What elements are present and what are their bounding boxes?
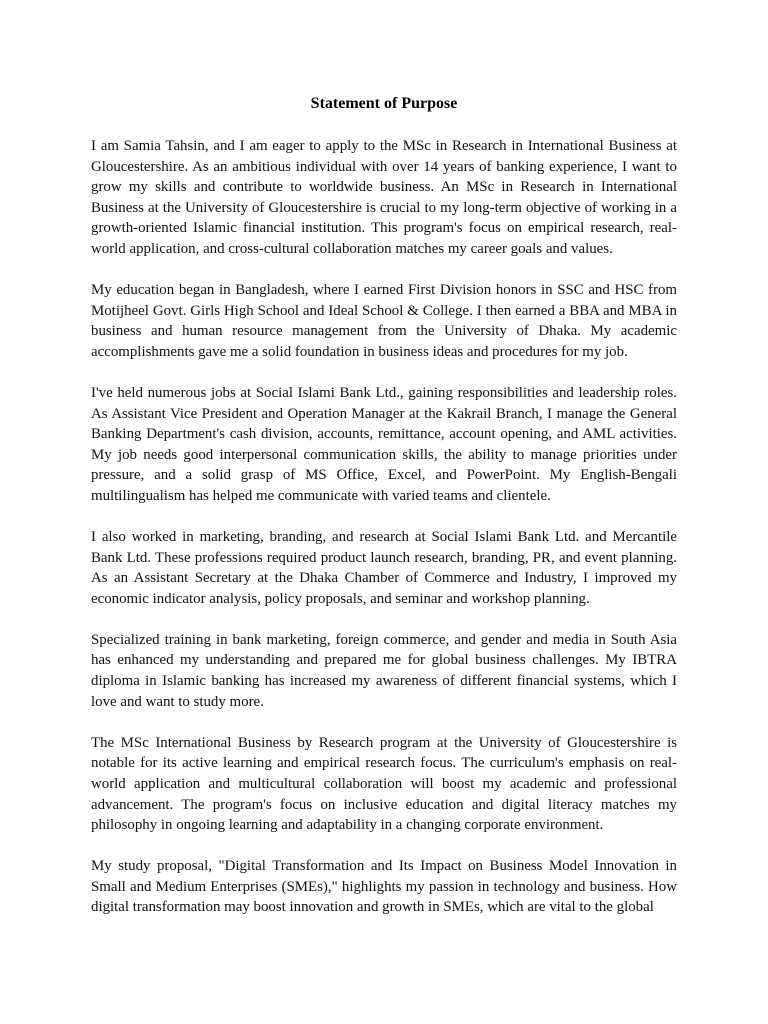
paragraph-banking-experience: I've held numerous jobs at Social Islami Bank Ltd., gaining responsibilities and leadership roles. As Assistant Vice President and Operation Manager at the Kakrail Branch, I manage the General Banking Department's cash division, accounts, remittance, account opening, and AML activities. My job needs good interpersonal communication skills, the ability to manage priorities under pressure, and a solid grasp of MS Office, Excel, and PowerPoint. My English-Bengali multilingualism has helped me communicate with varied teams and clientele. bbox=[91, 384, 677, 504]
paragraph-training: Specialized training in bank marketing, foreign commerce, and gender and media in South Asia has enhanced my understanding and prepared me for global business challenges. My IBTRA diploma in Islamic banking has increased my awareness of different financial systems, which I love and want to study more. bbox=[91, 631, 677, 710]
paragraph-program-fit: The MSc International Business by Research program at the University of Gloucestershire is notable for its active learning and empirical research focus. The curriculum's emphasis on real-world application and multicultural collaboration will boost my academic and professional advancement. The program's focus on inclusive education and digital literacy matches my philosophy in ongoing learning and adaptability in a changing corporate environment. bbox=[91, 734, 677, 834]
document-title: Statement of Purpose bbox=[310, 95, 458, 112]
paragraph-marketing-experience: I also worked in marketing, branding, and research at Social Islami Bank Ltd. and Mercantile Bank Ltd. These professions required product launch research, branding, PR, and event planning. As an Assistant Secretary at the Dhaka Chamber of Commerce and Industry, I improved my economic indicator analysis, policy proposals, and seminar and workshop planning. bbox=[91, 529, 677, 607]
paragraph-study-proposal: My study proposal, "Digital Transformation and Its Impact on Business Model Innovation in Small and Medium Enterprises (SMEs)," highlights my passion in technology and business. How digital transformation may boost innovation and growth in SMEs, which are vital to the global bbox=[91, 858, 677, 916]
paragraph-introduction: I am Samia Tahsin, and I am eager to apply to the MSc in Research in International Business at Gloucestershire. As an ambitious individual with over 14 years of banking experience, I want to grow my skills and contribute to worldwide business. An MSc in Research in International Business at the University of Gloucestershire is crucial to my long-term objective of working in a growth-oriented Islamic financial institution. This program's focus on empirical research, real-world application, and cross-cultural collaboration matches my career goals and values. bbox=[91, 138, 677, 257]
paragraph-education: My education began in Bangladesh, where I earned First Division honors in SSC and HSC from Motijheel Govt. Girls High School and Ideal School & College. I then earned a BBA and MBA in business and human resource management from the University of Dhaka. My academic accomplishments gave me a solid foundation in business ideas and procedures for my job. bbox=[91, 282, 677, 360]
document-body bbox=[91, 136, 677, 939]
